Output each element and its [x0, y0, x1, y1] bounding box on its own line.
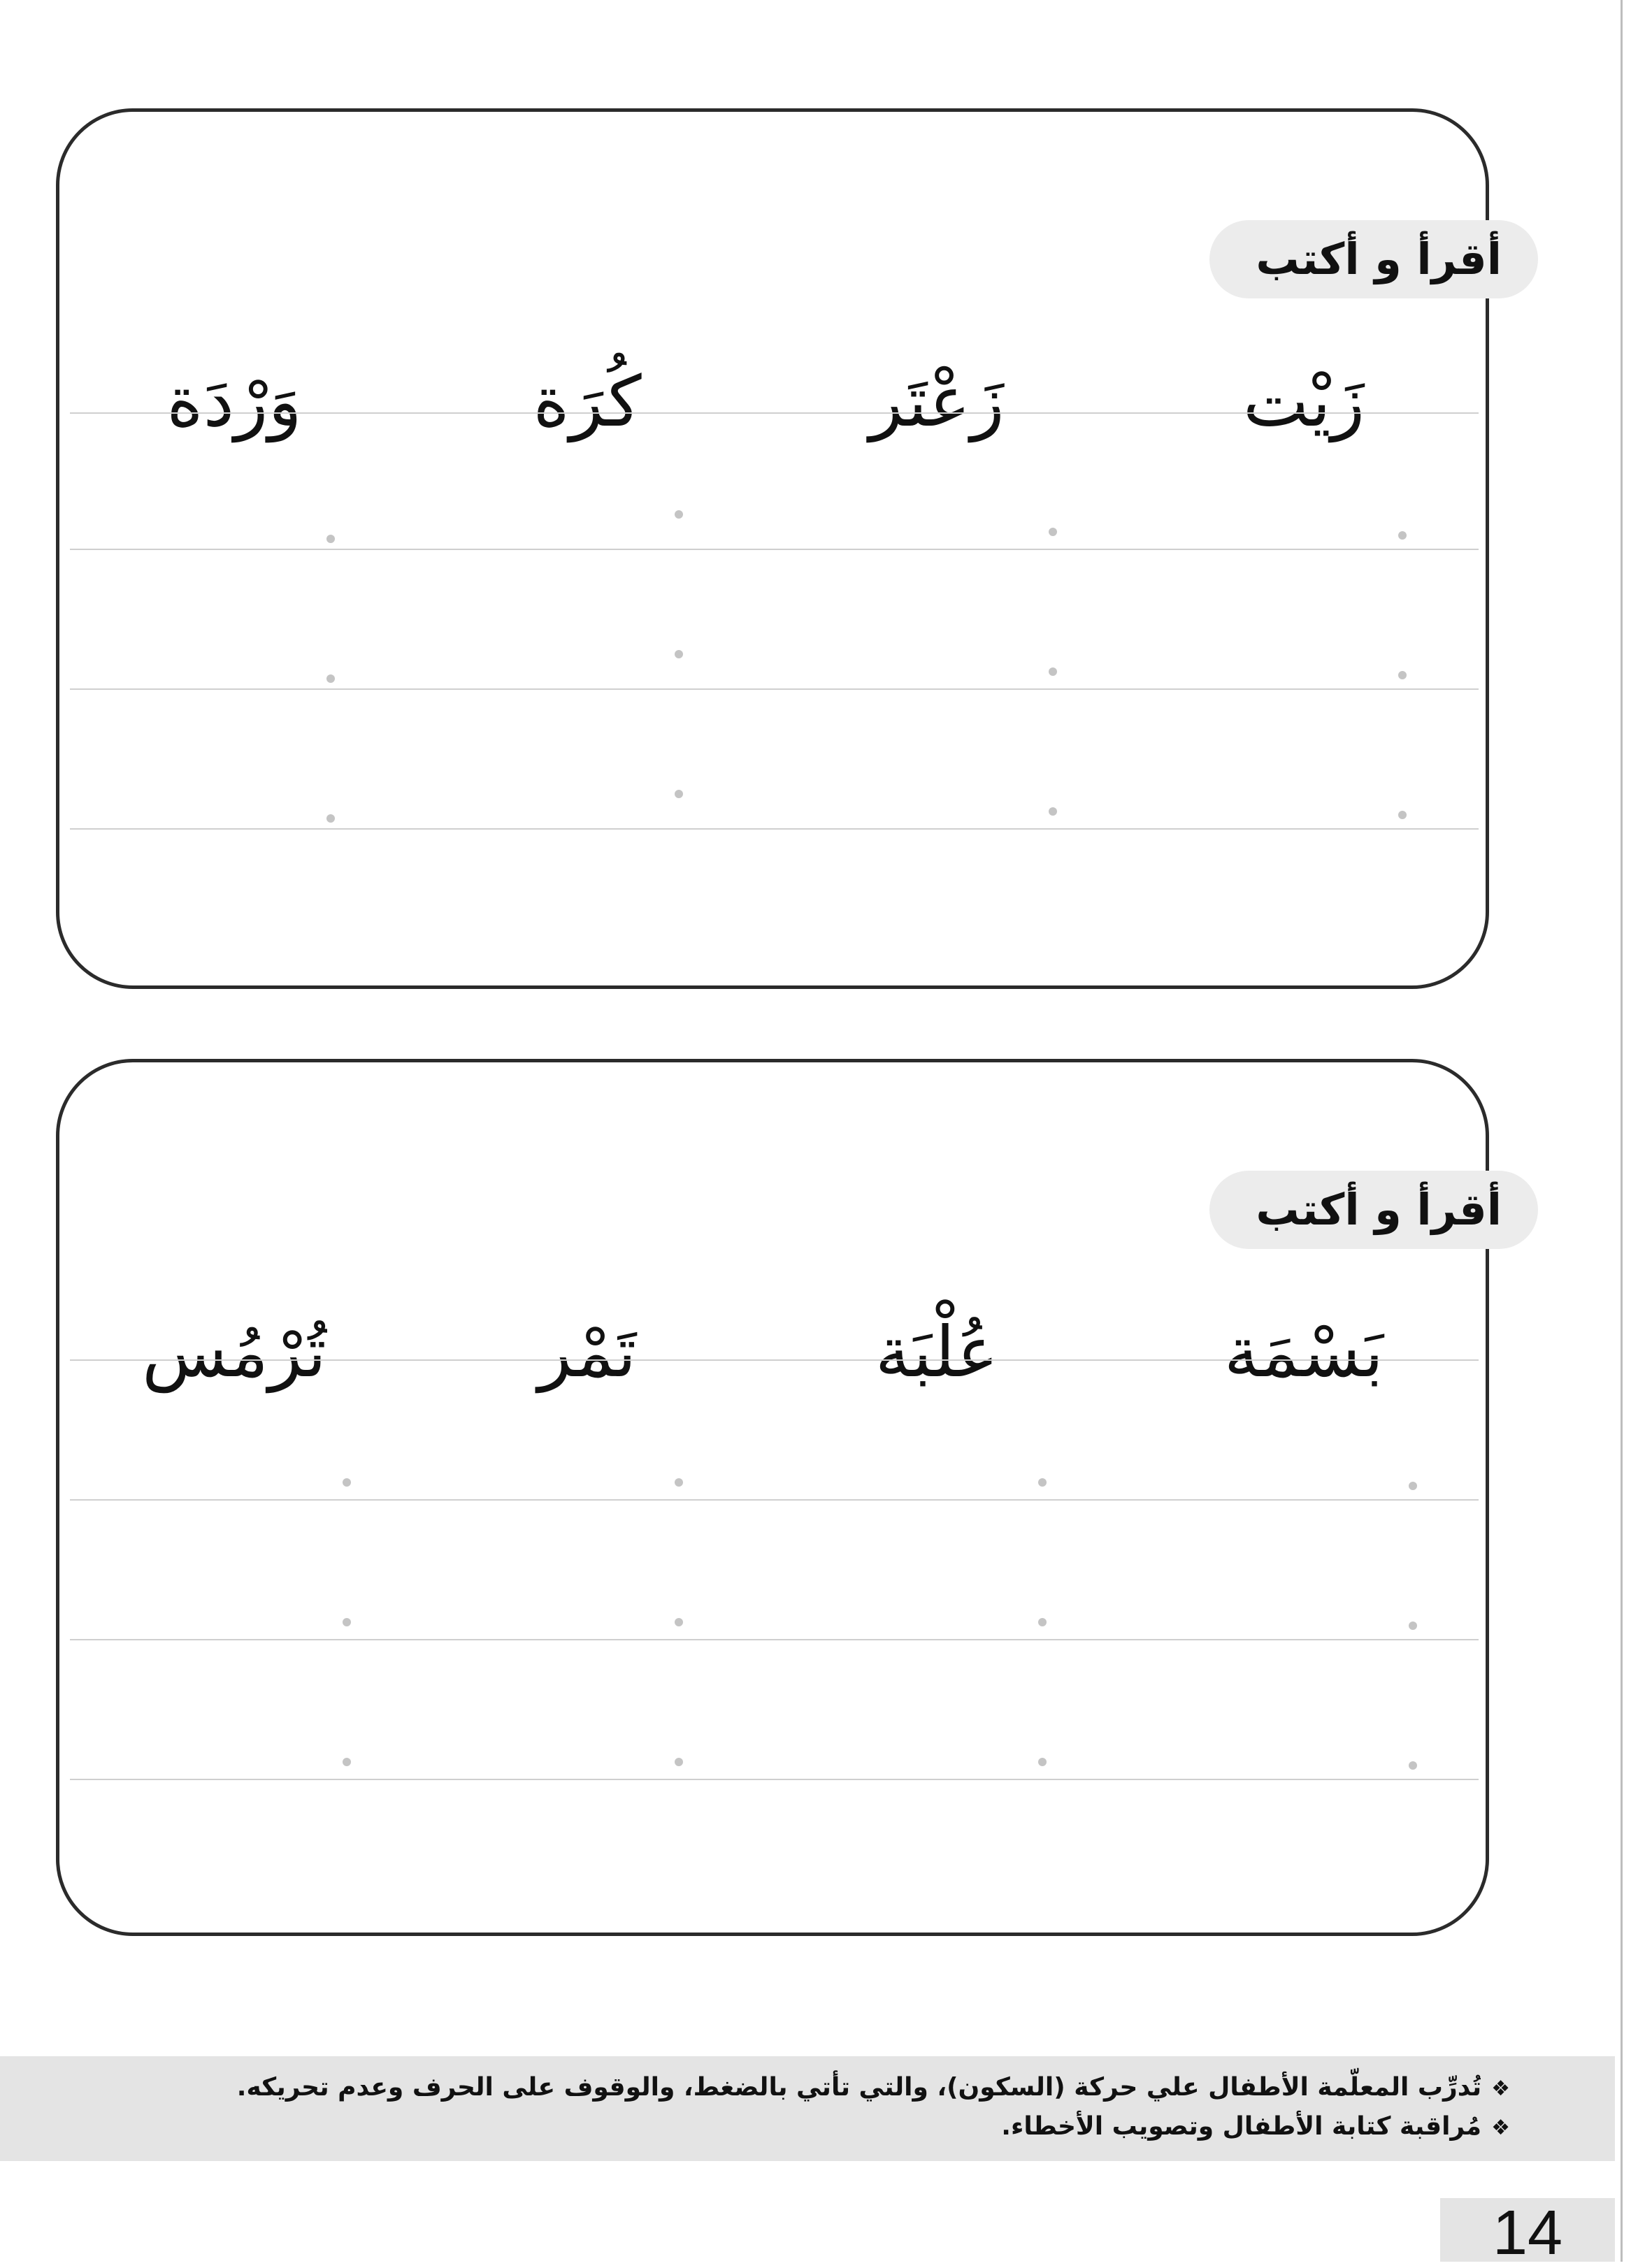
guide-dot [326, 814, 335, 823]
bullet-icon: ❖ [1491, 2076, 1510, 2101]
word-row [59, 1300, 1486, 1405]
guide-dot [1409, 1482, 1417, 1490]
guide-dot [1049, 807, 1057, 816]
writing-line [70, 549, 1479, 550]
guide-dot [343, 1478, 351, 1487]
guide-dot [675, 1478, 683, 1487]
guide-dot [675, 1618, 683, 1626]
exercise-heading: أقرأ و أكتب [1209, 220, 1538, 298]
note-text: تُدرِّب المعلّمة الأطفال علي حركة (السكون)، والتي تأتي بالضغط، والوقوف على الحرف وعدم تحريكه. [236, 2073, 1482, 2102]
guide-dot [675, 790, 683, 798]
exercise-heading: أقرأ و أكتب [1209, 1171, 1538, 1249]
guide-dot [1398, 671, 1407, 679]
bullet-icon: ❖ [1491, 2116, 1510, 2140]
word: زَيْت [1242, 361, 1365, 442]
guide-dot [675, 510, 683, 519]
writing-line [70, 688, 1479, 690]
guide-dot [343, 1758, 351, 1766]
writing-line [70, 1639, 1479, 1640]
word: تَمْر [538, 1311, 637, 1393]
exercise-panel-1 [56, 108, 1502, 989]
word: تُرْمُس [141, 1311, 327, 1393]
writing-line [70, 412, 1479, 414]
guide-dot [1038, 1618, 1047, 1626]
guide-dot [1038, 1758, 1047, 1766]
word: وَرْدَة [166, 361, 302, 442]
teacher-notes [0, 2056, 1615, 2161]
page-edge [1621, 0, 1623, 2262]
guide-dot [675, 1758, 683, 1766]
guide-dot [326, 535, 335, 543]
note-item [1001, 2109, 1510, 2146]
page-number: 14 [1492, 2198, 1563, 2268]
guide-dot [1398, 811, 1407, 819]
guide-dot [675, 650, 683, 658]
guide-dot [343, 1618, 351, 1626]
note-item [237, 2070, 1510, 2107]
writing-line [70, 828, 1479, 830]
guide-dot [1398, 531, 1407, 540]
guide-dot [1409, 1621, 1417, 1630]
guide-dot [326, 674, 335, 683]
word-row [59, 349, 1486, 454]
note-text: مُراقبة كتابة الأطفال وتصويب الأخطاء. [1001, 2112, 1482, 2141]
word: كُرَة [533, 361, 642, 442]
page-number-box [1440, 2198, 1615, 2268]
guide-dot [1049, 528, 1057, 536]
word: عُلْبَة [875, 1311, 999, 1393]
guide-dot [1409, 1761, 1417, 1770]
exercise-panel-2 [56, 1059, 1502, 1936]
word: زَعْتَر [869, 361, 1005, 442]
guide-dot [1038, 1478, 1047, 1487]
guide-dot [1049, 667, 1057, 676]
writing-line [70, 1499, 1479, 1501]
word: بَسْمَة [1223, 1311, 1384, 1393]
writing-line [70, 1359, 1479, 1361]
writing-line [70, 1779, 1479, 1780]
